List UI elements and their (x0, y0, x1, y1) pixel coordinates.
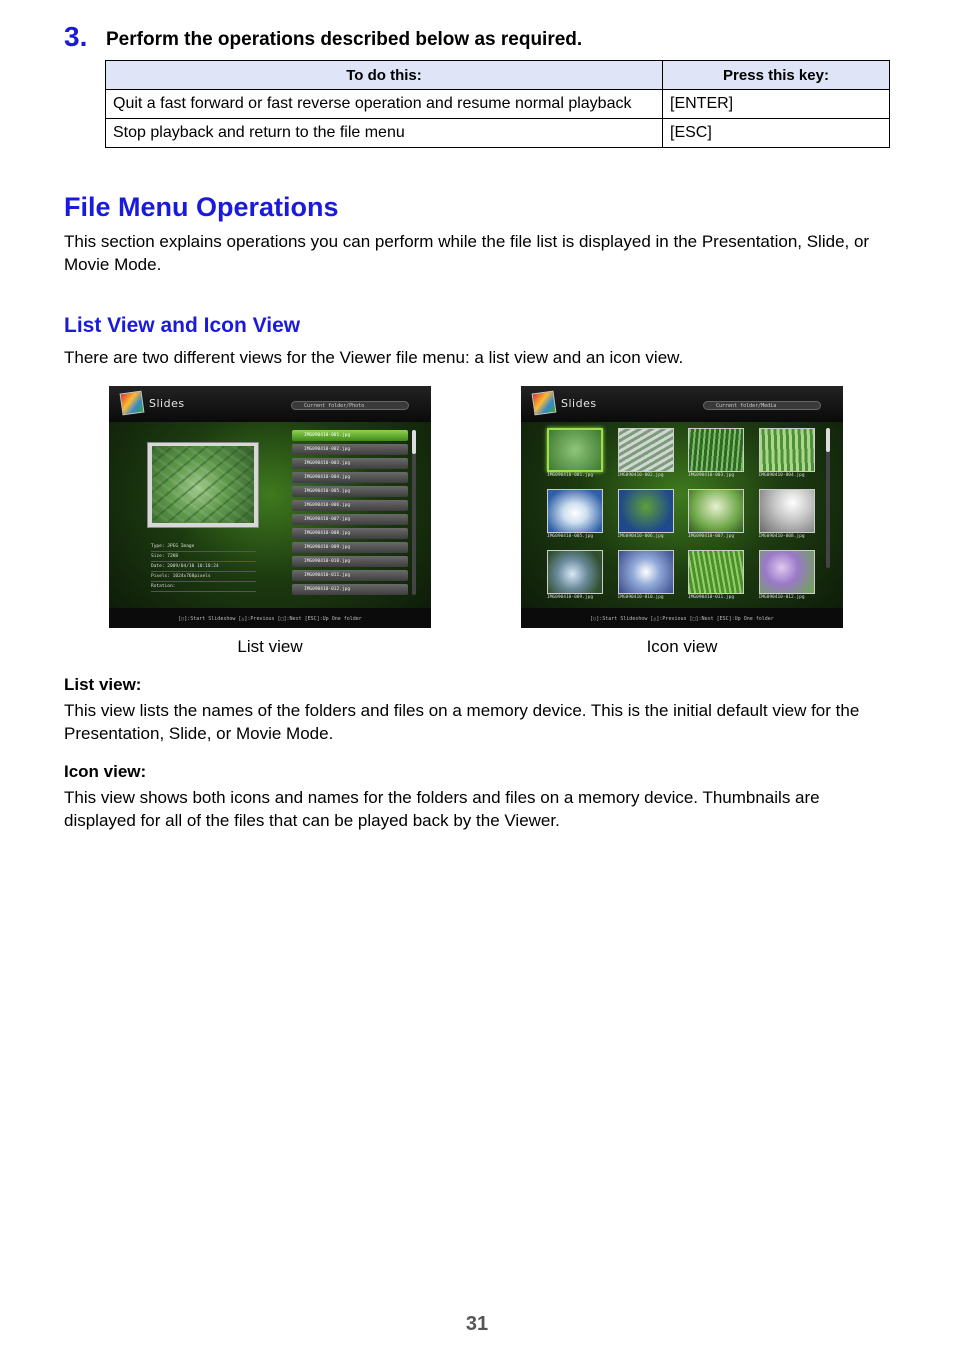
table-row (106, 90, 890, 119)
step-number: 3. (64, 21, 88, 52)
thumbnail-label: IMG090410-005.jpg (547, 534, 594, 539)
thumbnail-item (688, 550, 744, 602)
thumbnail-item (759, 489, 815, 541)
table-header-row (106, 61, 890, 90)
table-cell: Quit a fast forward or fast reverse operation and resume normal playback (106, 90, 663, 119)
slides-app-icon (120, 391, 145, 416)
file-list-item: IMG090410-003.jpg (292, 458, 408, 469)
thumbnail-label: IMG090410-008.jpg (758, 534, 805, 539)
scroll-thumb (826, 428, 830, 452)
file-list-item: IMG090410-008.jpg (292, 528, 408, 539)
thumbnail-image (618, 489, 674, 533)
thumbnail-label: IMG090410-003.jpg (688, 473, 735, 478)
current-folder-bar: Current folder/Photo (291, 401, 409, 410)
info-line: Size: 72KB (151, 552, 256, 562)
section-title: File Menu Operations (64, 192, 339, 222)
slides-app-icon (532, 391, 557, 416)
thumbnail-image (547, 428, 603, 472)
thumbnail-label: IMG090410-011.jpg (688, 595, 735, 600)
thumbnail-image (759, 550, 815, 594)
screen-app-title: Slides (149, 397, 185, 410)
thumbnail-image (759, 489, 815, 533)
thumbnail-item (688, 489, 744, 541)
thumbnail-label: IMG090410-002.jpg (617, 473, 664, 478)
file-list-item: IMG090410-012.jpg (292, 584, 408, 595)
icon-view-description: This view shows both icons and names for the folders and files on a memory device. Thumbnails are displayed for all of the files that can be played back by the Viewer. (64, 788, 820, 830)
table-cell: Stop playback and return to the file menu (106, 119, 663, 148)
icon-view-heading: Icon view: (64, 762, 147, 781)
thumbnail-image (618, 550, 674, 594)
file-list-item: IMG090410-007.jpg (292, 514, 408, 525)
table-header: Press this key: (663, 61, 890, 90)
plant-photo (152, 446, 254, 523)
table-row (106, 119, 890, 148)
list-view-caption: List view (237, 637, 303, 656)
table-cell: [ESC] (663, 119, 890, 148)
thumbnail-label: IMG090410-012.jpg (758, 595, 805, 600)
file-list-item: IMG090410-011.jpg (292, 570, 408, 581)
bottom-key-hint: [○]:Start Slideshow [△]:Previous [□]:Next [ESC]:Up One folder (178, 616, 362, 622)
thumbnail-label: IMG090410-001.jpg (547, 473, 594, 478)
file-list-item: IMG090410-005.jpg (292, 486, 408, 497)
thumbnail-image (688, 489, 744, 533)
file-list-item: IMG090410-010.jpg (292, 556, 408, 567)
page-number: 31 (465, 1313, 489, 1335)
list-scrollbar (412, 430, 416, 595)
file-list-item: IMG090410-006.jpg (292, 500, 408, 511)
icon-view-screenshot (521, 386, 843, 628)
preview-thumbnail (147, 442, 259, 528)
file-list-item: IMG090410-009.jpg (292, 542, 408, 553)
subsection-title: List View and Icon View (64, 314, 301, 337)
key-table (105, 60, 890, 148)
thumbnail-image (547, 550, 603, 594)
section-intro: This section explains operations you can perform while the file list is displayed in the Presentation, Slide, or Movie Mode. (64, 232, 870, 274)
list-view-screenshot (109, 386, 431, 628)
thumbnail-image (759, 428, 815, 472)
thumbnail-item (618, 489, 674, 541)
subsection-intro: There are two different views for the Viewer file menu: a list view and an icon view. (64, 348, 684, 367)
thumbnail-label: IMG090410-006.jpg (617, 534, 664, 539)
step-instruction: Perform the operations described below as required. (106, 29, 583, 50)
bottom-key-hint: [○]:Start Slideshow [△]:Previous [□]:Next [ESC]:Up One folder (590, 616, 774, 622)
icon-view-caption: Icon view (646, 637, 718, 656)
file-list (292, 430, 408, 598)
thumbnail-label: IMG090410-010.jpg (617, 595, 664, 600)
screen-app-title: Slides (561, 397, 597, 410)
thumbnail-item (547, 489, 603, 541)
thumbnail-item (618, 550, 674, 602)
thumbnail-image (688, 550, 744, 594)
table-header: To do this: (106, 61, 663, 90)
list-view-description: This view lists the names of the folders and files on a memory device. This is the initial default view for the Presentation, Slide, or Movie Mode. (64, 701, 860, 743)
file-info-panel (151, 542, 256, 592)
file-list-item: IMG090410-004.jpg (292, 472, 408, 483)
thumbnail-item (547, 550, 603, 602)
info-line: Date: 2009/04/10 10:18:24 (151, 562, 256, 572)
info-line: Rotation: (151, 582, 256, 592)
thumbnail-image (688, 428, 744, 472)
thumbnail-label: IMG090410-007.jpg (688, 534, 735, 539)
info-line: Pixels: 1024x768pixels (151, 572, 256, 582)
thumbnail-item (547, 428, 603, 480)
file-list-item: IMG090410-001.jpg (292, 430, 408, 441)
file-list-item: IMG090410-002.jpg (292, 444, 408, 455)
thumbnail-label: IMG090410-004.jpg (758, 473, 805, 478)
grid-scrollbar (826, 428, 830, 568)
thumbnail-item (618, 428, 674, 480)
thumbnail-item (759, 428, 815, 480)
scroll-thumb (412, 430, 416, 454)
table-cell: [ENTER] (663, 90, 890, 119)
thumbnail-image (618, 428, 674, 472)
list-view-heading: List view: (64, 675, 142, 694)
info-line: Type: JPEG Image (151, 542, 256, 552)
thumbnail-item (759, 550, 815, 602)
thumbnail-item (688, 428, 744, 480)
thumbnail-label: IMG090410-009.jpg (547, 595, 594, 600)
current-folder-bar: Current folder/Media (703, 401, 821, 410)
thumbnail-image (547, 489, 603, 533)
